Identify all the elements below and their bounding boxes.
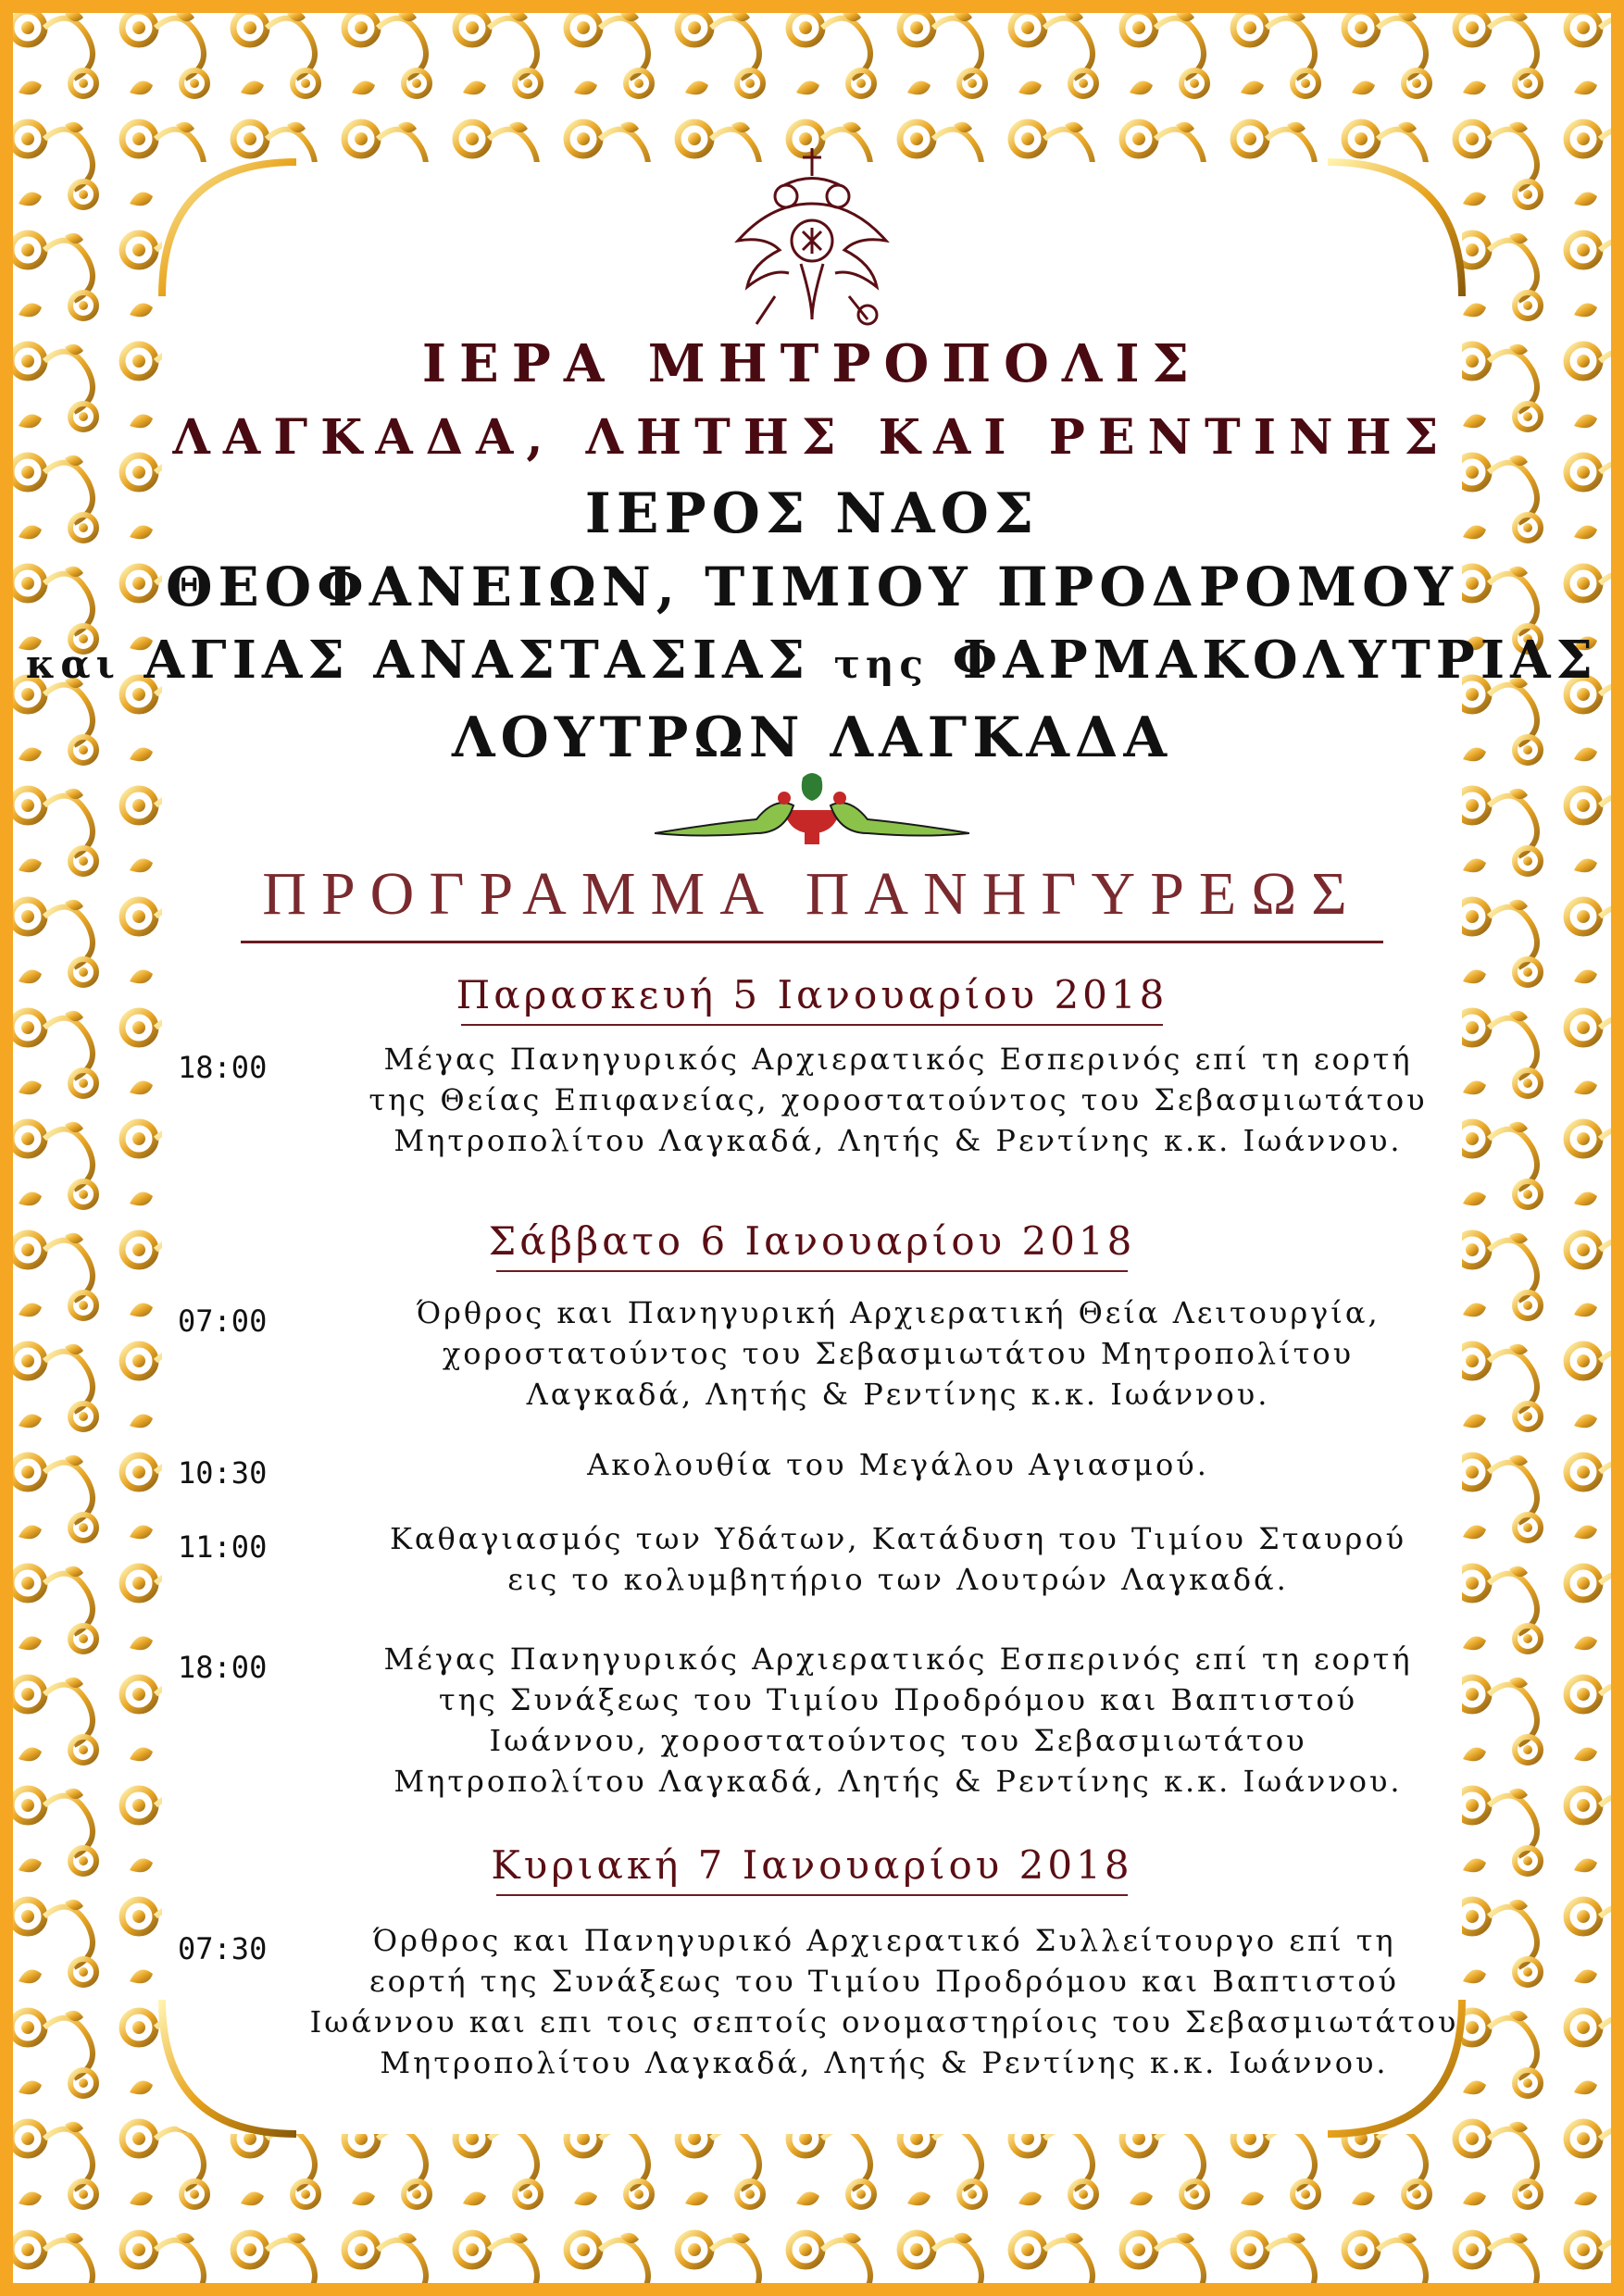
event-time: 10:30 bbox=[178, 1455, 268, 1491]
event-time: 07:00 bbox=[178, 1304, 268, 1339]
church-location: ΛΟΥΤΡΩΝ ΛΑΓΚΑΔΑ bbox=[451, 705, 1173, 770]
day-heading: Σάββατο 6 Ιανουαρίου 2018 bbox=[488, 1218, 1136, 1264]
event-time: 18:00 bbox=[178, 1050, 268, 1085]
event-time: 18:00 bbox=[178, 1650, 268, 1685]
event-description: Όρθρος και Πανηγυρική Αρχιερατική Θεία Λειτουργία, χοροστατούντος του Σεβασμιωτάτου Μητροπολίτου Λαγκαδά, Λητής & Ρεντίνης κ.κ. Ιωάννου. bbox=[416, 1295, 1380, 1412]
day-heading: Κυριακή 7 Ιανουαρίου 2018 bbox=[491, 1842, 1133, 1888]
double-headed-eagle-emblem bbox=[729, 148, 895, 333]
church-name-line1: ΘΕΟΦΑΝΕΙΩΝ, ΤΙΜΙΟΥ ΠΡΟΔΡΟΜΟΥ bbox=[165, 555, 1459, 618]
day-underline bbox=[496, 1270, 1128, 1272]
peacocks-chalice-ornament bbox=[655, 768, 969, 852]
event-description: Καθαγιασμός των Υδάτων, Κατάδυση του Τιμίου Σταυρού εις το κολυμβητήριο των Λουτρών Λαγκαδά. bbox=[389, 1521, 1407, 1597]
event-description: Μέγας Πανηγυρικός Αρχιερατικός Εσπερινός επί τη εορτή της Συνάξεως του Τιμίου Προδρόμου και Βαπτιστού Ιωάννου, χοροστατούντος του Σεβασμιωτάτου Μητροπολίτου Λαγκαδά, Λητής & Ρεντίνης κ.κ. Ιωάννου. bbox=[383, 1641, 1413, 1799]
event-description: Όρθρος και Πανηγυρικό Αρχιερατικό Συλλείτουργο επί τη εορτή της Συνάξεως του Τιμίου Προδρόμου και Βαπτιστού Ιωάννου και επι τοις σεπτοίς ονομαστηρίοις του Σεβασμιωτάτου Μητροπολίτου Λαγκαδά, Λητής & Ρεντίνης κ.κ. Ιωάννου. bbox=[309, 1923, 1459, 2080]
event-time: 11:00 bbox=[178, 1529, 268, 1565]
day-underline bbox=[496, 1894, 1128, 1896]
event-description: Ακολουθία του Μεγάλου Αγιασμού. bbox=[587, 1447, 1209, 1482]
event-description: Μέγας Πανηγυρικός Αρχιερατικός Εσπερινός επί τη εορτή της Θείας Επιφανείας, χοροστατούντος του Σεβασμιωτάτου Μητροπολίτου Λαγκαδά, Λητής & Ρεντίνης κ.κ. Ιωάννου. bbox=[369, 1042, 1428, 1158]
church-name-line2: και ΑΓΙΑΣ ΑΝΑΣΤΑΣΙΑΣ της ΦΑΡΜΑΚΟΛΥΤΡΙΑΣ bbox=[25, 630, 1599, 691]
church-label: ΙΕΡΟΣ ΝΑΟΣ bbox=[584, 481, 1040, 546]
day-underline bbox=[461, 1024, 1163, 1026]
program-title-underline bbox=[241, 941, 1383, 943]
event-time: 07:30 bbox=[178, 1931, 268, 1966]
metropolis-title: ΙΕΡΑ ΜΗΤΡΟΠΟΛΙΣ bbox=[421, 333, 1203, 394]
program-title: ΠΡΟΓΡΑΜΜΑ ΠΑΝΗΓΥΡΕΩΣ bbox=[262, 860, 1362, 928]
day-heading: Παρασκευή 5 Ιανουαρίου 2018 bbox=[456, 972, 1168, 1017]
metropolis-subtitle: ΛΑΓΚΑΔΑ, ΛΗΤΗΣ ΚΑΙ ΡΕΝΤΙΝΗΣ bbox=[172, 409, 1452, 466]
